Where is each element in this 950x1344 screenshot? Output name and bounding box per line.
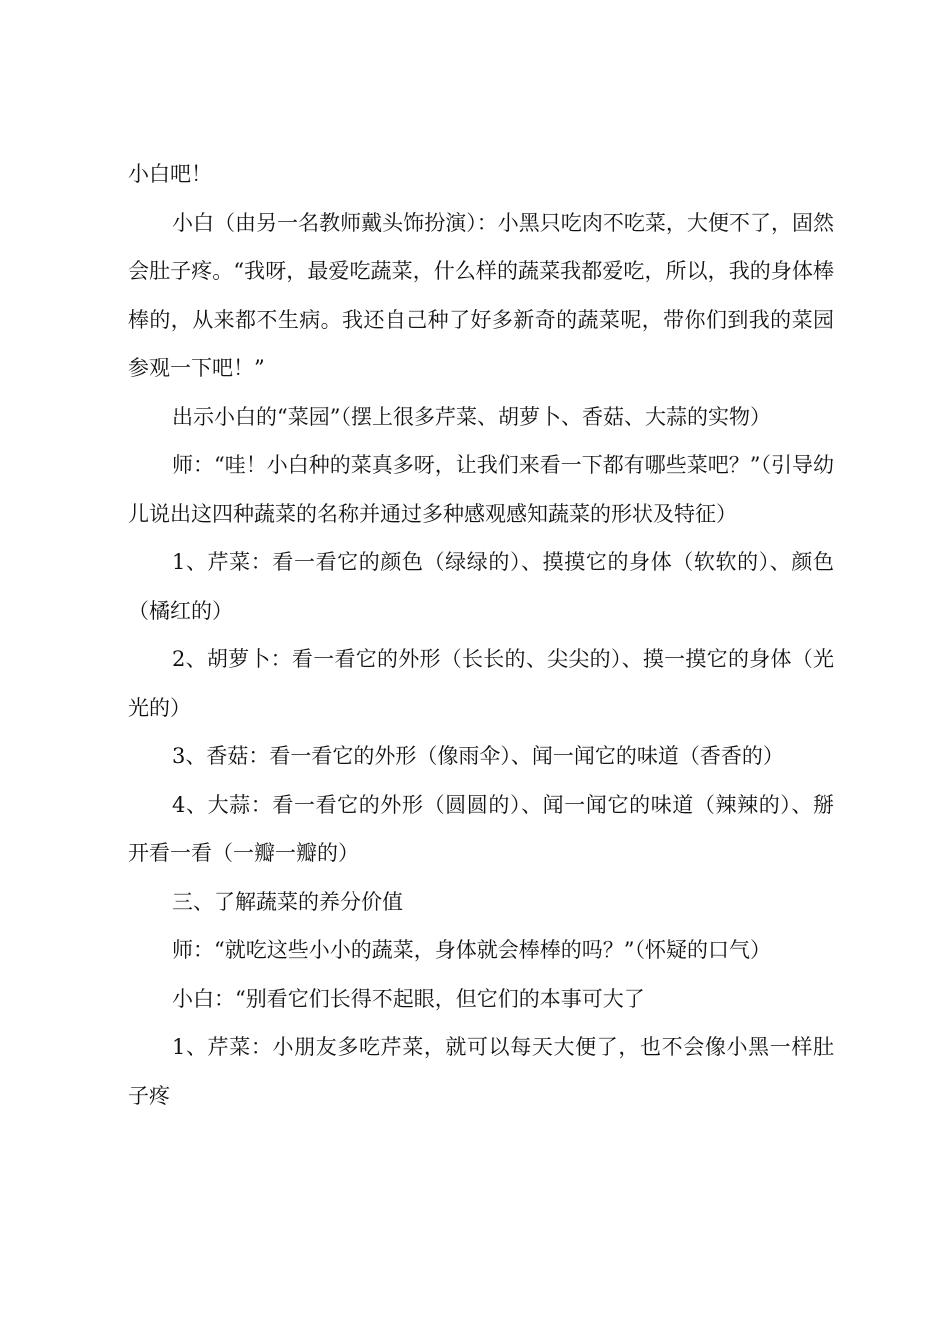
paragraph-show-garden: 出示小白的“菜园”（摆上很多芹菜、胡萝卜、香菇、大蒜的实物） — [172, 404, 771, 429]
paragraph-xiaobai-reply: 小白：“别看它们长得不起眼，但它们的本事可大了 — [172, 986, 645, 1011]
paragraph-continuation: 小白吧！ — [128, 162, 212, 186]
paragraph-item-carrot: 2、胡萝卜：看一看它的外形（长长的、尖尖的）、摸一摸它的身体（光光的） — [128, 647, 834, 720]
section-heading-nutrition: 三、了解蔬菜的养分价值 — [172, 889, 403, 914]
paragraph-teacher-question: 师：“哇！小白种的菜真多呀，让我们来看一下都有哪些菜吧？”（引导幼儿说出这四种蔬菜的名称并通过多种感观感知蔬菜的形状及特征） — [128, 453, 834, 526]
paragraph-teacher-doubt: 师：“就吃这些小小的蔬菜，身体就会棒棒的吗？”（怀疑的口气） — [172, 938, 771, 962]
document-body — [128, 150, 834, 1120]
paragraph-xiaobai-intro: 小白（由另一名教师戴头饰扮演）：小黑只吃肉不吃菜，大便不了，固然会肚子疼。“我呀，最爱吃蔬菜，什么样的蔬菜我都爱吃，所以，我的身体棒棒的，从来都不生病。我还自己种了好多新奇的蔬菜呢，带你们到我的菜园参观一下吧！” — [128, 210, 834, 380]
paragraph-celery-benefit: 1、芹菜：小朋友多吃芹菜，就可以每天大便了，也不会像小黑一样肚子疼 — [128, 1035, 834, 1108]
paragraph-item-celery: 1、芹菜：看一看它的颜色（绿绿的）、摸摸它的身体（软软的）、颜色（橘红的） — [128, 550, 834, 623]
paragraph-item-garlic: 4、大蒜：看一看它的外形（圆圆的）、闻一闻它的味道（辣辣的）、掰开看一看（一瓣一瓣的） — [128, 792, 834, 865]
paragraph-item-mushroom: 3、香菇：看一看它的外形（像雨伞）、闻一闻它的味道（香香的） — [172, 744, 784, 768]
